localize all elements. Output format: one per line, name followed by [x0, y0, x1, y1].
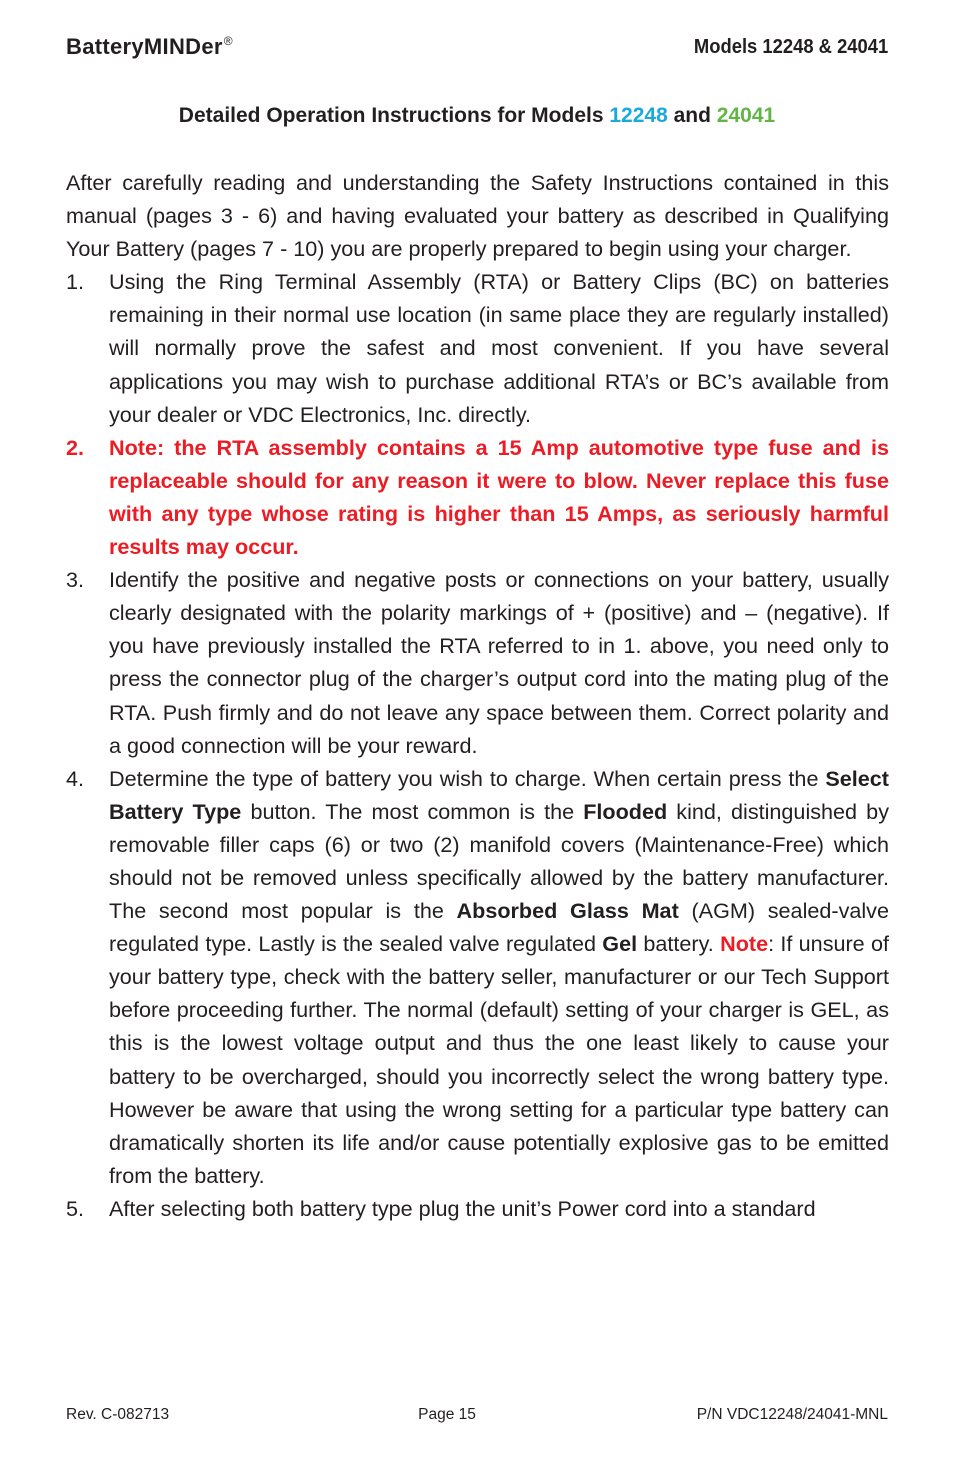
agm-term: Absorbed Glass Mat — [456, 898, 679, 924]
step-text: Note: the RTA assembly contains a 15 Amp automotive type fuse and is replaceable should for any reason it were to blow. Never replace this fuse with any type whose rating is higher than 15 Amps, as seriously harmful results may occur. — [109, 434, 889, 560]
step-text-4: (AGM) sealed-valve regulated type. Lastly is the sealed valve regulated — [109, 898, 889, 957]
step-number: 4. — [66, 765, 85, 791]
step-text-6: : If unsure of your battery type, check with the battery seller, manufacturer or our Tech Support before proceeding further. The normal (default) setting of your charger is GEL, as this is the lowest voltage output and thus the one least likely to cause your battery to be overcharged, should you incorrectly select the wrong battery type. However be aware that using the wrong setting for a particular type battery can dramatically shorten its life and/or cause potentially explosive gas to be emitted from the battery. — [109, 931, 889, 1188]
model-12248: 12248 — [609, 104, 668, 127]
step-3 — [66, 563, 889, 762]
step-number: 5. — [66, 1195, 85, 1221]
step-number: 3. — [66, 567, 85, 593]
models-header: Models 12248 & 24041 — [693, 36, 888, 58]
step-5 — [66, 1192, 889, 1225]
instructions-body — [66, 166, 889, 1225]
step-text: Identify the positive and negative posts or connections on your battery, usually clearly designated with the polarity markings of + (positive) and – (negative). If you have previously installed the RTA referred to in 1. above, you need only to press the connector plug of the charger’s output cord into the mating plug of the RTA. Push firmly and do not leave any space between them. Correct polarity and a good connection will be your reward. — [109, 567, 889, 758]
step-text-2: button. The most common is the — [241, 798, 584, 824]
step-text: Using the Ring Terminal Assembly (RTA) or Battery Clips (BC) on batteries remaining in their normal use location (in same place they are regularly installed) will normally prove the safest and most convenient. If you have several applications you may wish to purchase additional RTA’s or BC’s available from your dealer or VDC Electronics, Inc. directly. — [109, 269, 889, 427]
step-number: 2. — [66, 434, 85, 460]
footer-page-number: Page 15 — [418, 1406, 476, 1423]
section-title-joiner: and — [667, 104, 717, 127]
footer-revision: Rev. C-082713 — [66, 1406, 170, 1423]
intro-paragraph: After carefully reading and understanding the Safety Instructions contained in this manual (pages 3 - 6) and having evaluated your battery as described in Qualifying Your Battery (pages 7 - 10) you are properly prepared to begin using your charger. — [66, 170, 889, 262]
step-text-1: Determine the type of battery you wish to charge. When certain press the — [109, 765, 826, 791]
model-24041: 24041 — [716, 104, 776, 127]
step-number: 1. — [66, 269, 85, 295]
note-label: Note — [720, 931, 769, 957]
brand-logo — [66, 34, 233, 60]
step-text-5: battery. — [637, 931, 721, 957]
step-1 — [66, 265, 889, 430]
section-title-prefix: Detailed Operation Instructions for Models — [178, 104, 610, 127]
brand-name: BatteryMINDer — [66, 34, 223, 59]
step-text: After selecting both battery type plug the unit’s Power cord into a standard — [109, 1195, 816, 1221]
registered-mark: ® — [223, 34, 233, 48]
section-title — [0, 104, 954, 128]
footer-part-number: P/N VDC12248/24041-MNL — [696, 1406, 888, 1423]
step-2-warning — [66, 431, 889, 563]
select-battery-type-term: Select Battery Type — [109, 765, 889, 824]
step-text-3: kind, distinguished by removable filler caps (6) or two (2) manifold covers (Maintenance-Free) which should not be removed unless specifically allowed by the battery manufacturer. The second most popular is the — [109, 798, 889, 924]
step-4 — [66, 762, 889, 1192]
steps-list — [66, 265, 889, 1225]
gel-term: Gel — [602, 931, 638, 957]
flooded-term: Flooded — [583, 798, 668, 824]
